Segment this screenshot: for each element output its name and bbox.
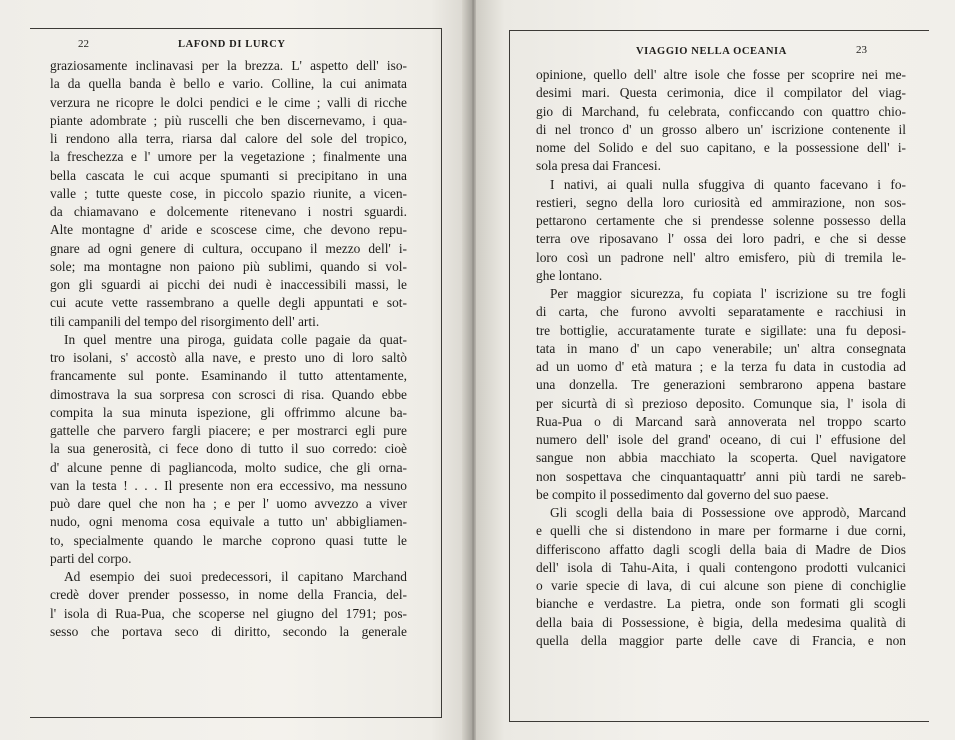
text-line: tre bottiglie, accuratamente turate e sigillate: una fu deposi- [536, 322, 906, 338]
text-line: può dare quel che non ha ; e per l' uomo avvezzo a viver [50, 496, 407, 511]
text-line: quella della maggior parte delle cave di Francia, e non [536, 632, 906, 648]
text-line: di nel tronco d' un grosso albero un' iscrizione contenente il [536, 121, 906, 137]
text-line: In quel mentre una piroga, guidata colle pagaie da quat- [64, 331, 407, 347]
left-page-number: 22 [78, 38, 89, 50]
left-page-bottom-rule [30, 717, 442, 718]
text-line: dimostrava la sua sorpresa con scrosci di risa. Quando ebbe [50, 386, 407, 402]
text-line: differiscono affatto dagli scogli della baia di Madre de Dios [536, 541, 906, 557]
text-line: be compito il possedimento dal governo del suo paese. [536, 486, 829, 502]
left-page-top-rule [30, 28, 442, 29]
text-line: credè dover prender possesso, in nome della Francia, del- [50, 587, 407, 603]
text-line: sangue non abbia macchiato la scoperta. Quel navigatore [536, 450, 906, 466]
text-line: francamente sul ponte. Esaminando il tutto attentamente, [50, 368, 407, 384]
text-line: van la testa ! . . . Il presente non era eccessivo, ma nessuno [50, 477, 407, 493]
text-line: sesso che portava seco di diritto, secondo la generale [50, 623, 407, 639]
text-line: nome del Solido e del suo capitano, e la possessione dell' i- [536, 140, 906, 155]
text-line: pettarono certamente che si prendesse solenne possesso della [536, 213, 906, 228]
text-line: opinione, quello dell' altre isole che fosse per scoprire nei me- [536, 67, 906, 82]
text-line: numero dell' isole del grand' oceano, di cui l' effusione del [536, 432, 906, 447]
text-line: sola presa dai Francesi. [536, 158, 661, 174]
text-line: desimi mari. Questa cerimonia, dice il compilator del viag- [536, 85, 906, 101]
text-line: ghe lontano. [536, 267, 603, 283]
text-line: restieri, segno della loro curiosità ed ammirazione, non sos- [536, 194, 906, 210]
right-page-bottom-rule [509, 721, 929, 722]
text-line: gon gli sguardi ai picchi dei nudi è inaccessibili massi, le [50, 277, 407, 292]
left-page-text [50, 57, 407, 641]
text-line: per sicurtà di sì prezioso deposito. Comunque sia, l' isola di [536, 395, 906, 411]
text-line: tro isolani, s' accostò alla nave, e presto uno di loro saltò [50, 350, 407, 365]
right-page-number: 23 [856, 44, 867, 56]
text-line: Rua-Pua o di Marcand sarà annoverata nel troppo scarto [536, 413, 906, 429]
text-line: compita la sua minuta ispezione, gli offrimmo alcune ba- [50, 404, 407, 420]
text-line: to, specialmente quando le marche coprono quasi tutte le [50, 532, 407, 548]
text-line: Per maggior sicurezza, fu copiata l' iscrizione su tre fogli [550, 286, 906, 301]
text-line: loro così un padrone nell' altro emisfero, più di tremila le- [536, 249, 906, 265]
text-line: tata in mano d' un capo venerabile; un' altra consegnata [536, 340, 906, 356]
text-line: parti del corpo. [50, 550, 132, 566]
text-line: valle ; tutte queste cose, in piccolo spazio riunite, a vicen- [50, 185, 407, 201]
right-page [476, 0, 955, 740]
text-line: della baia di Possessione, è bigia, della medesima qualità di [536, 614, 906, 630]
text-line: la freschezza e l' umore per la vegetazione ; finalmente una [50, 149, 407, 165]
left-page-side-rule [441, 28, 442, 718]
text-line: Ad esempio dei suoi predecessori, il capitano Marchand [64, 569, 407, 584]
text-line: Alte montagne d' aride e scoscese cime, che devono repu- [50, 222, 407, 238]
left-page [0, 0, 468, 740]
text-line: graziosamente inclinavasi per la brezza. L' aspetto dell' iso- [50, 58, 407, 73]
text-line: I nativi, ai quali nulla sfuggiva di quanto facevano i fo- [550, 176, 906, 192]
right-page-top-rule [509, 30, 929, 31]
text-line: sole; ma montagne non paiono più sublimi, quando si vol- [50, 258, 407, 274]
text-line: d' alcune penne di pagliancoda, molto sudice, che gli orna- [50, 459, 407, 475]
text-line: l' isola di Rua-Pua, che scoperse nel giugno del 1791; pos- [50, 605, 407, 621]
text-line: gattelle che parvero fargli piacere; e per mostrarci egli pure [50, 423, 407, 438]
text-line: tili campanili del tempo del risorgimento dell' arti. [50, 313, 320, 329]
text-line: la sua generosità, ci fece dono di tutto il suo corredo: cioè [50, 441, 407, 457]
text-line: bianche e verdastre. La pietra, onde son formati gli scogli [536, 596, 906, 612]
text-line: non sospettava che cinquantaquattr' anni più tardi ne sareb- [536, 468, 906, 484]
text-line: li rendono alla terra, riarsa dal calore del sole del tropico, [50, 131, 407, 146]
text-line: gnare ad ogni genere di cultura, occupano il mezzo dell' i- [50, 240, 407, 256]
text-line: verzura ne ricopre le dolci pendici e le cime ; valli di ricche [50, 94, 407, 110]
text-line: una donzella. Tre generazioni sembrarono appena bastare [536, 377, 906, 393]
right-running-header: VIAGGIO NELLA OCEANIA [636, 46, 787, 57]
text-line: e quelli che si distendono in mare per formarne i due corni, [536, 523, 906, 539]
text-line: la da quella banda è bello e vario. Colline, la cui animata [50, 76, 407, 92]
text-line: di carta, che furono avvolti separatamente e racchiusi in [536, 304, 906, 320]
left-running-header: LAFOND DI LURCY [178, 39, 286, 50]
text-line: piante adombrate ; più ruscelli che ben discernevamo, i qua- [50, 112, 407, 128]
text-line: cui acute vette rassembrano a quelle degli appuntati e sot- [50, 295, 407, 311]
text-line: dell' isola di Tahu-Aita, i quali contengono prodotti vulcanici [536, 559, 906, 575]
text-line: o varie specie di lava, di cui alcune son piene di conchiglie [536, 578, 906, 593]
right-page-side-rule [509, 30, 510, 722]
text-line: Gli scogli della baia di Possessione ove approdò, Marcand [550, 505, 906, 520]
text-line: ad un uomo d' età matura ; e la terza fu data in custodia ad [536, 359, 906, 374]
text-line: nudo, ogni menoma cosa equivale a tutto un' abbigliamen- [50, 514, 407, 530]
text-line: da chiamavano e dolcemente ritenevano i nostri sguardi. [50, 204, 407, 219]
right-page-text [536, 66, 906, 650]
text-line: bella cascata le cui acque spumanti si precipitano in una [50, 167, 407, 183]
text-line: gio di Marchand, fu celebrata, conficcando con quattro chio- [536, 103, 906, 119]
text-line: terra ove riposavano l' ossa dei loro padri, e che si desse [536, 231, 906, 247]
